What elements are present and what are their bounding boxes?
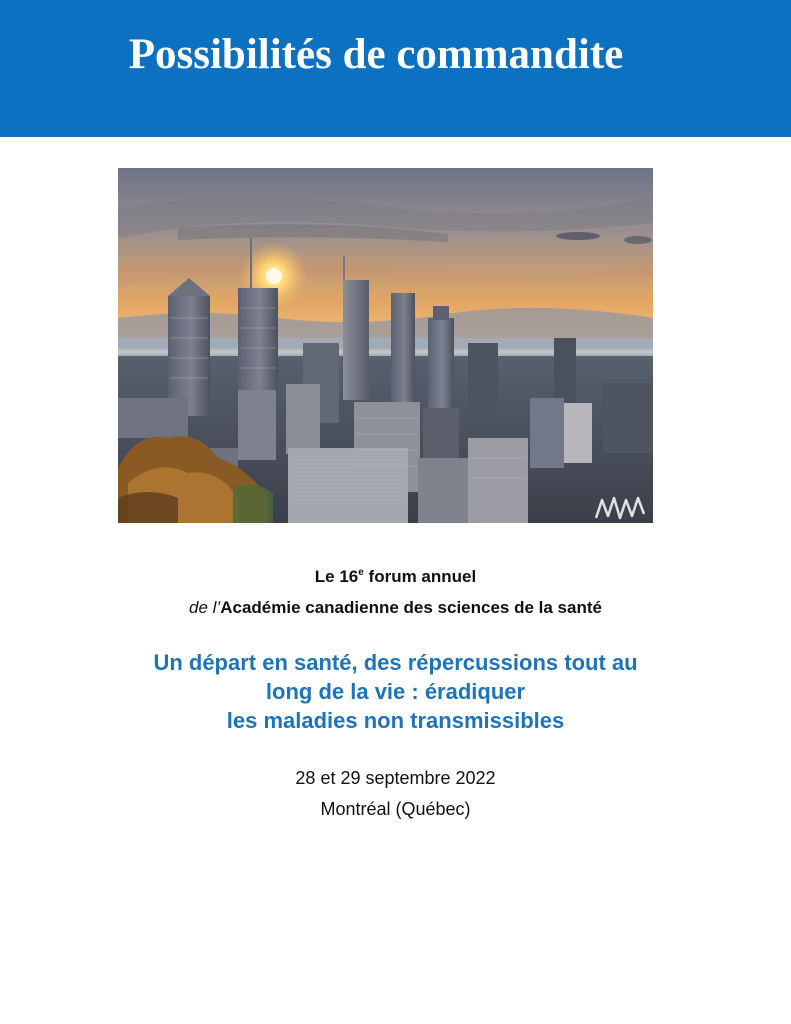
academy-name: Académie canadienne des sciences de la santé (220, 598, 602, 617)
event-place: Montréal (Québec) (320, 799, 471, 819)
page-title: Possibilités de commandite (128, 31, 624, 78)
forum-suffix: forum annuel (363, 567, 477, 586)
event-title-line-1: Un départ en santé, des répercussions tout au (153, 650, 638, 675)
forum-superscript: e (358, 567, 364, 578)
event-title (0, 648, 791, 735)
montreal-skyline-photo (118, 168, 653, 523)
forum-prefix: Le 16 (314, 567, 359, 586)
header-band (0, 0, 791, 137)
event-date: 28 et 29 septembre 2022 (295, 768, 496, 788)
forum-line (0, 566, 791, 588)
academy-italic-prefix: de l’ (189, 598, 221, 617)
event-title-line-2: long de la vie : éradiquer (265, 679, 526, 704)
academy-line (0, 597, 791, 619)
event-title-line-3: les maladies non transmissibles (226, 708, 565, 733)
